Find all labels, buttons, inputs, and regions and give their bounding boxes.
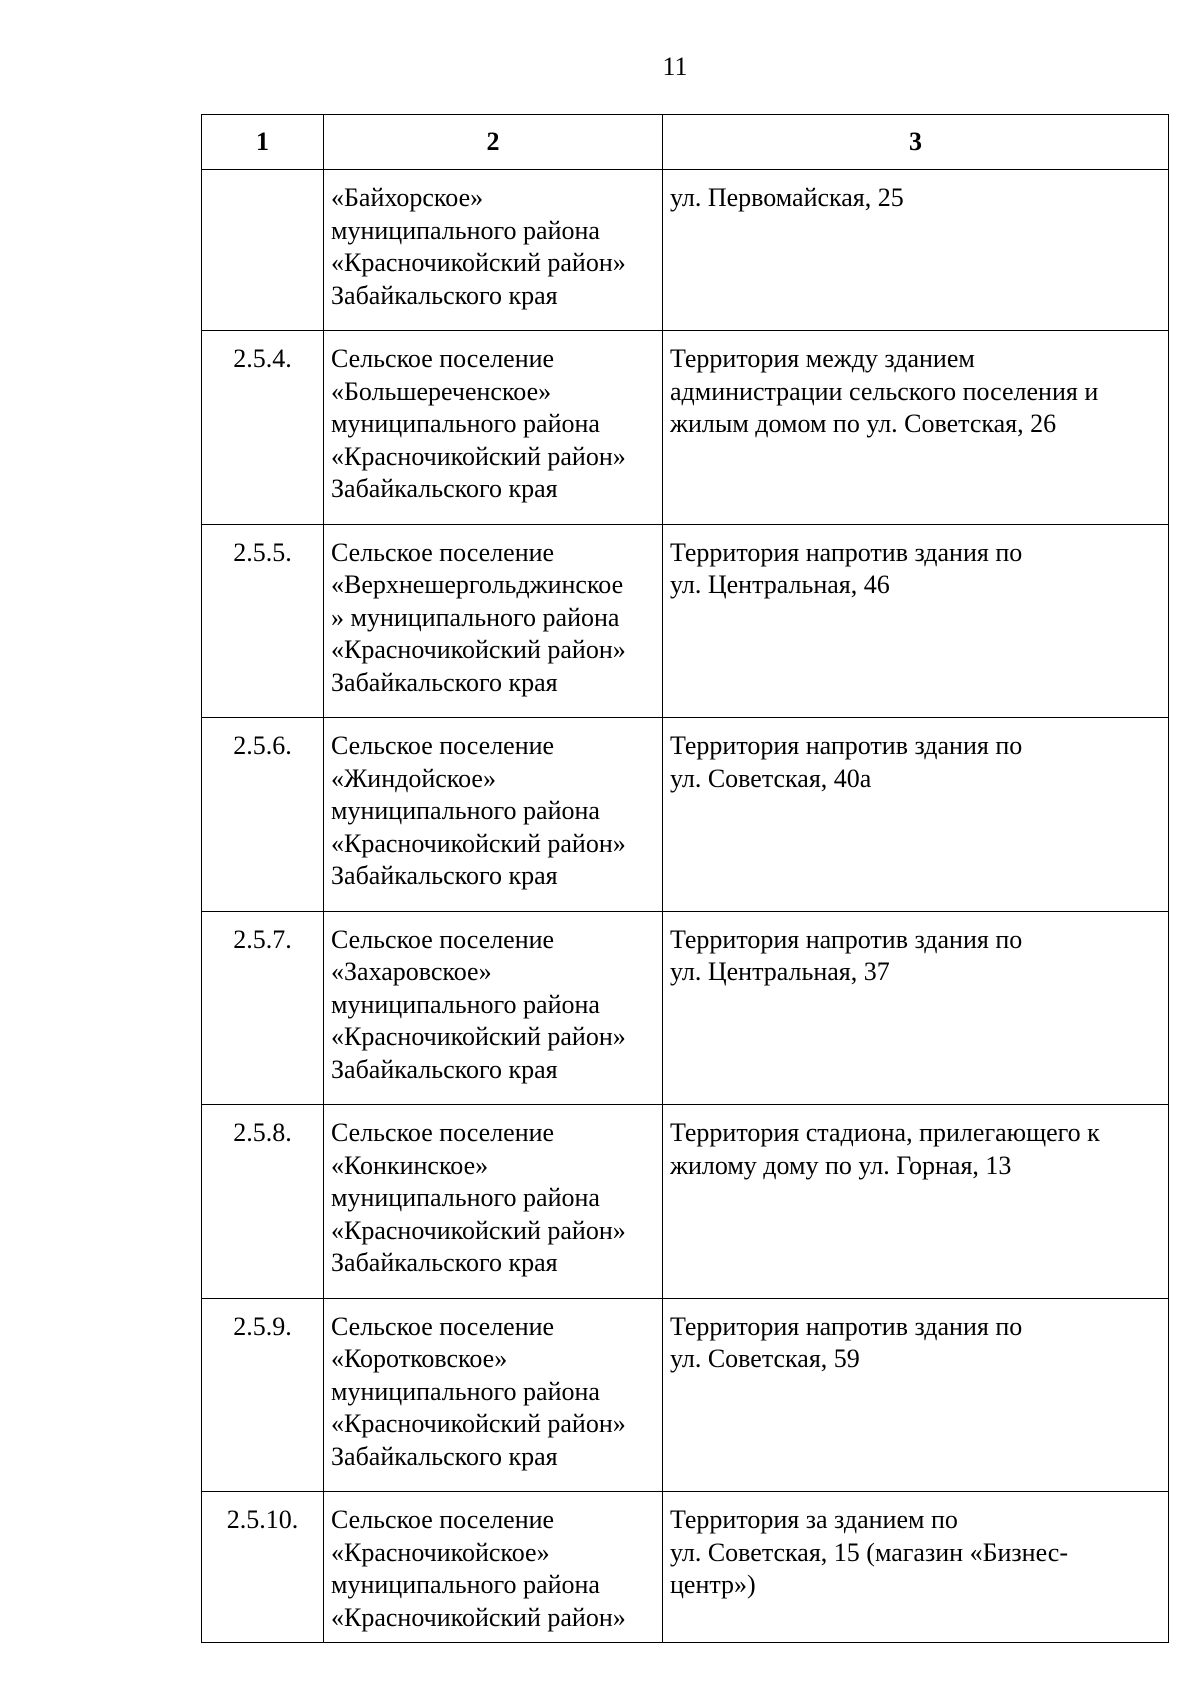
settlement-name-line: «Красночикойский район»: [331, 828, 626, 858]
location-line: ул. Центральная, 37: [670, 957, 890, 986]
row-number: 2.5.9.: [202, 1298, 324, 1492]
location-line: Территория за зданием по: [670, 1505, 958, 1534]
location-cell: [663, 331, 1169, 525]
location-cell: [663, 718, 1169, 912]
settlement-name-line: «Красночикойское»: [331, 1537, 550, 1567]
settlement-name-cell: [324, 1298, 663, 1492]
settlement-name-line: «Красночикойский район»: [331, 1022, 626, 1051]
location-line: Территория между зданием: [670, 344, 975, 373]
location-line: ул. Советская, 40а: [670, 763, 872, 793]
settlement-name-line: «Конкинское»: [331, 1150, 489, 1180]
settlement-name-cell: [324, 170, 663, 331]
page-number: 11: [662, 52, 688, 81]
location-line: Территория напротив здания по: [670, 731, 1023, 760]
settlement-name-line: муниципального района: [331, 409, 600, 438]
location-line: ул. Первомайская, 25: [670, 183, 904, 212]
location-line: Территория напротив здания по: [670, 1311, 1023, 1341]
settlement-name-line: Забайкальского края: [331, 861, 558, 890]
location-line: жилому дому по ул. Горная, 13: [670, 1150, 1012, 1180]
column-header-2: 2: [324, 115, 663, 170]
settlement-name-line: » муниципального района: [331, 602, 620, 632]
settlement-name-line: Забайкальского края: [331, 1054, 558, 1084]
location-line: ул. Советская, 59: [670, 1344, 860, 1373]
settlement-name-line: «Красночикойский район»: [331, 441, 626, 471]
settlement-name-line: Сельское поселение: [331, 924, 555, 954]
row-number: 2.5.8.: [202, 1105, 324, 1299]
location-cell: [663, 1298, 1169, 1492]
row-number: 2.5.10.: [202, 1492, 324, 1643]
settlement-name-line: муниципального района: [331, 1183, 600, 1212]
table-row: [202, 718, 1169, 912]
location-cell: [663, 524, 1169, 718]
header-row: [202, 115, 1169, 170]
settlement-name-line: «Жиндойское»: [331, 763, 496, 793]
settlement-name-cell: [324, 718, 663, 912]
row-number: 2.5.7.: [202, 911, 324, 1105]
location-line: Территория напротив здания по: [670, 924, 1023, 954]
settlement-name-line: Забайкальского края: [331, 280, 558, 310]
row-number: 2.5.5.: [202, 524, 324, 718]
location-cell: [663, 911, 1169, 1105]
settlement-name-cell: [324, 331, 663, 525]
column-header-1: 1: [202, 115, 324, 170]
settlement-name-cell: [324, 911, 663, 1105]
location-line: жилым домом по ул. Советская, 26: [670, 409, 1057, 438]
row-number: 2.5.6.: [202, 718, 324, 912]
row-number: [202, 170, 324, 331]
row-number: 2.5.4.: [202, 331, 324, 525]
settlement-name-line: муниципального района: [331, 796, 600, 825]
settlement-name-line: «Байхорское»: [331, 183, 484, 212]
location-line: администрации сельского поселения и: [670, 376, 1099, 406]
location-line: Территория напротив здания по: [670, 537, 1023, 567]
settlement-name-line: «Красночикойский район»: [331, 1409, 626, 1438]
settlements-table: [201, 114, 1169, 1643]
settlement-name-line: муниципального района: [331, 215, 600, 245]
settlement-name-line: муниципального района: [331, 989, 600, 1019]
table-row: [202, 524, 1169, 718]
settlement-name-line: Забайкальского края: [331, 667, 558, 697]
settlement-name-cell: [324, 1492, 663, 1643]
settlement-name-line: «Верхнешергольджинское: [331, 570, 624, 599]
location-line: ул. Центральная, 46: [670, 570, 890, 599]
settlement-name-line: Забайкальского края: [331, 474, 558, 503]
settlement-name-line: Забайкальского края: [331, 1248, 558, 1277]
settlement-name-line: «Красночикойский район»: [331, 635, 626, 664]
settlement-name-line: «Большереченское»: [331, 376, 552, 406]
location-line: Территория стадиона, прилегающего к: [670, 1118, 1100, 1147]
settlement-name-line: Сельское поселение: [331, 344, 555, 373]
settlement-name-line: Сельское поселение: [331, 537, 555, 567]
settlement-name-line: Сельское поселение: [331, 1505, 555, 1534]
settlement-name-line: Сельское поселение: [331, 1118, 555, 1147]
column-header-3: 3: [663, 115, 1169, 170]
table-header: [202, 115, 1169, 170]
settlement-name-line: «Красночикойский район»: [331, 248, 626, 277]
location-cell: [663, 1492, 1169, 1643]
settlement-name-line: Забайкальского края: [331, 1441, 558, 1471]
location-cell: [663, 1105, 1169, 1299]
settlement-name-line: «Красночикойский район»: [331, 1215, 626, 1245]
settlement-name-cell: [324, 524, 663, 718]
settlement-name-line: муниципального района: [331, 1376, 600, 1406]
table-row: [202, 1492, 1169, 1643]
location-cell: [663, 170, 1169, 331]
settlement-name-cell: [324, 1105, 663, 1299]
settlement-name-line: Сельское поселение: [331, 731, 555, 760]
settlement-name-line: «Коротковское»: [331, 1344, 508, 1373]
table-row: [202, 1298, 1169, 1492]
settlement-name-line: «Красночикойский район»: [331, 1602, 626, 1632]
table-body: [202, 170, 1169, 1643]
table-row: [202, 911, 1169, 1105]
location-line: центр»): [670, 1570, 756, 1599]
settlement-name-line: «Захаровское»: [331, 957, 492, 986]
table-row: [202, 170, 1169, 331]
settlement-name-line: муниципального района: [331, 1570, 600, 1599]
settlement-name-line: Сельское поселение: [331, 1311, 555, 1341]
table-row: [202, 331, 1169, 525]
location-line: ул. Советская, 15 (магазин «Бизнес-: [670, 1537, 1068, 1567]
table-row: [202, 1105, 1169, 1299]
